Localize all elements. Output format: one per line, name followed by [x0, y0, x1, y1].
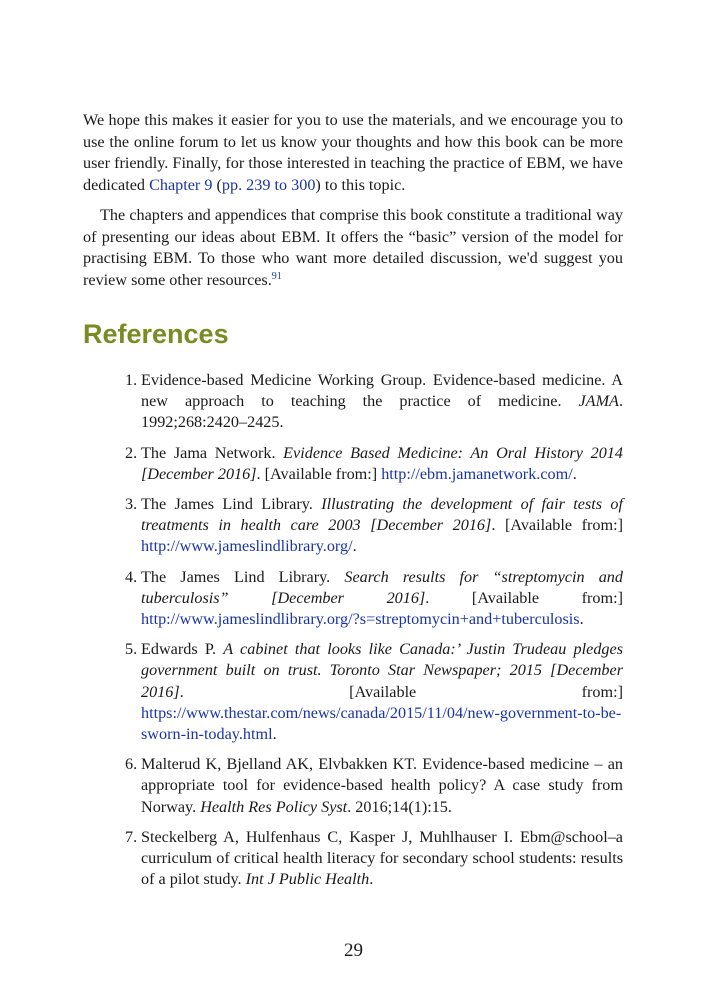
reference-item — [83, 370, 623, 434]
page-content — [83, 110, 623, 899]
references-heading: References — [83, 319, 229, 349]
reference-item — [83, 567, 623, 631]
reference-authors: The James Lind Library. — [141, 567, 345, 586]
footnote-ref-link[interactable]: 91 — [271, 270, 282, 282]
reference-authors: Evidence-based Medicine Working Group. Evidence-based medicine. A new approach to teaching the practice of medicine. — [141, 371, 623, 411]
reference-authors: Malterud K, Bjelland AK, Elvbakken KT. Evidence-based medicine – an appropriate tool for evidence-based health policy? A case study from Norway. — [141, 755, 623, 816]
reference-item — [83, 639, 623, 745]
intro-text-2: The chapters and appendices that comprise this book constitute a traditional way of presenting our ideas about EBM. It offers the “basic” version of the model for practising EBM. To those who want more detailed discussion, we'd suggest you review some other resources. — [83, 206, 623, 289]
reference-number: 2. — [125, 443, 138, 462]
intro-text-mid: ( — [212, 175, 222, 194]
reference-italic: Evidence Based Medicine: An Oral History 2014 [December 2016] — [141, 443, 623, 483]
reference-authors: Edwards P. — [141, 640, 224, 659]
references-list — [83, 370, 623, 890]
intro-paragraph-1 — [83, 110, 623, 196]
reference-url-link[interactable]: https://www.thestar.com/news/canada/2015/11/04/new-government-to-be-sworn-in-today.html — [141, 703, 622, 744]
reference-details: . [Available from:] — [179, 682, 623, 701]
reference-item — [83, 494, 623, 558]
reference-italic: Health Res Policy Syst — [200, 797, 348, 816]
reference-item — [83, 443, 623, 485]
reference-details: . [Available from:] — [256, 464, 382, 483]
reference-details: . — [369, 870, 374, 889]
reference-details: . [Available from:] — [491, 516, 623, 535]
reference-tail: . — [272, 725, 277, 744]
reference-url-link[interactable]: http://ebm.jamanetwork.com/ — [381, 464, 573, 483]
reference-italic: A cabinet that looks like Canada:’ Justin Trudeau pledges government built on trust. Toronto Star Newspaper; 2015 [December 2016] — [141, 640, 623, 701]
reference-number: 1. — [125, 371, 138, 389]
reference-authors: The Jama Network. — [141, 443, 284, 462]
reference-tail: . — [579, 610, 584, 629]
reference-number: 6. — [125, 755, 138, 774]
reference-url-link[interactable]: http://www.jameslindlibrary.org/ — [141, 537, 353, 556]
reference-number: 4. — [125, 567, 138, 586]
reference-url-link[interactable]: http://www.jameslindlibrary.org/?s=streptomycin+and+tuberculosis — [141, 610, 580, 629]
pages-link[interactable]: pp. 239 to 300 — [221, 175, 316, 194]
intro-text-end: ) to this topic. — [315, 175, 406, 194]
intro-text: We hope this makes it easier for you to use the materials, and we encourage you to use the online forum to let us know your thoughts and how this book can be more user friendly. Finally, for those interested in teaching the practice of EBM, we have dedicated — [83, 111, 623, 194]
intro-paragraph-2 — [83, 205, 623, 291]
reference-authors: Steckelberg A, Hulfenhaus C, Kasper J, Muhlhauser I. Ebm@school–a curriculum of critical health literacy for secondary school students: results of a pilot study. — [141, 827, 623, 889]
reference-italic: Search results for “streptomycin and tuberculosis” [December 2016] — [141, 567, 623, 607]
reference-authors: The James Lind Library. — [141, 495, 322, 514]
reference-tail: . — [352, 537, 357, 556]
page-number: 29 — [344, 940, 363, 961]
reference-number: 7. — [125, 827, 138, 846]
reference-number: 3. — [125, 495, 138, 514]
reference-item — [83, 827, 623, 891]
reference-tail: . — [572, 464, 577, 483]
reference-item — [83, 754, 623, 818]
reference-italic: JAMA — [578, 392, 619, 411]
reference-italic: Int J Public Health — [245, 870, 370, 889]
reference-details: . 1992;268:2420–2425. — [141, 392, 623, 432]
reference-details: . 2016;14(1):15. — [347, 797, 452, 816]
reference-number: 5. — [125, 640, 138, 659]
reference-italic: Illustrating the development of fair tests of treatments in health care 2003 [December 2016] — [141, 495, 623, 535]
chapter-9-link[interactable]: Chapter 9 — [149, 175, 213, 194]
reference-details: . [Available from:] — [425, 588, 624, 607]
